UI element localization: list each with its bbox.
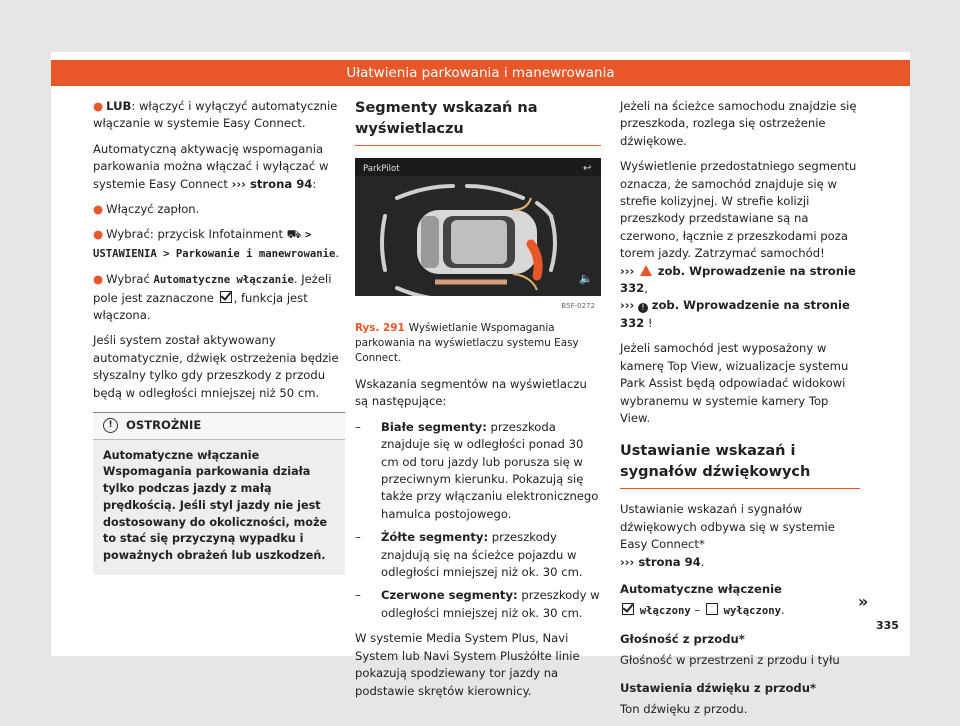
bullet-icon: ●	[93, 99, 104, 113]
list-item-label: Białe segmenty:	[381, 419, 487, 434]
setting-sound-text: Ton dźwięku z przodu.	[620, 701, 748, 716]
figure-caption-text: Wyświetlanie Wspomagania parkowania na wyświetlaczu systemu Easy Connect.	[355, 322, 579, 364]
column-right	[620, 98, 860, 726]
section-title-segments: Segmenty wskazań na wyświetlaczu	[355, 98, 601, 146]
continue-mark: »	[858, 592, 869, 611]
empty-checkbox-icon	[706, 603, 718, 615]
setting-sound-title: Ustawienia dźwięku z przodu*	[620, 680, 817, 695]
checked-checkbox-icon	[220, 291, 232, 303]
step-select-auto-cont: . Jeżeli pole jest zaznaczone	[93, 272, 332, 305]
infotainment-icon: ⛟	[286, 227, 302, 242]
paragraph-obstacle: Jeżeli na ścieżce samochodu znajdzie się przeszkoda, rozlega się ostrzeżenie dźwiękowe.	[620, 99, 857, 148]
list-item-white	[355, 419, 601, 523]
page-number: 335	[876, 619, 899, 632]
chapter-header: Ułatwienia parkowania i manewrowania	[51, 60, 910, 86]
parkpilot-figure	[355, 158, 601, 313]
reference-link[interactable]: zob. Wprowadzenie na stronie 332	[620, 263, 856, 296]
figure-caption	[355, 321, 601, 366]
punctuation: ,	[644, 281, 648, 296]
list-item-red	[355, 587, 601, 622]
bullet-icon: ●	[93, 272, 104, 287]
setting-volume-text: Głośność w przestrzeni z przodu i tyłu	[620, 653, 840, 668]
info-dot-icon: !	[638, 303, 648, 313]
settings-text: Ustawianie wskazań i sygnałów dźwiękowych odbywa się w systemie Easy Connect*	[620, 502, 835, 552]
checked-checkbox-icon	[622, 603, 634, 615]
step-select-auto-text: Wybrać	[106, 272, 150, 287]
segments-intro: Wskazania segmentów na wyświetlaczu są następujące:	[355, 377, 587, 409]
section-title-settings: Ustawianie wskazań i sygnałów dźwiękowych	[620, 441, 860, 489]
paragraph-auto-info: Jeśli system został aktywowany automatycznie, dźwięk ostrzeżenia będzie słyszalny tylko gdy przeszkody z przodu będą w odległości mniejszej niż 50 cm.	[93, 333, 339, 400]
menu-option: Automatyczne włączanie	[153, 274, 294, 287]
list-item-text: przeszkody znajdują się na ścieżce pojazdu w odległości mniejszej niż ok. 30 cm.	[381, 530, 583, 580]
column-middle	[355, 98, 601, 708]
warning-triangle-icon	[640, 265, 652, 276]
step-ignition-text: Włączyć zapłon.	[106, 202, 200, 217]
auto-activation-text: Automatyczną aktywację wspomagania parkowania można włączać i wyłączać w systemie Easy Connect	[93, 141, 329, 191]
bullet-icon: ●	[93, 227, 104, 242]
warning-body: Automatyczne włączanie Wspomagania parkowania działa tylko podczas jazdy z małą prędkością. Jeśli styl jazdy nie jest dostosowany do okoliczności, może to stać się przyczyną wypadku i poważnych obrażeń lub uszkodzeń.	[103, 448, 328, 563]
list-item-label: Żółte segmenty:	[381, 530, 489, 545]
step-select-menu	[93, 226, 345, 263]
list-item-text: przeszkody w odległości mniejszej niż ok. 30 cm.	[381, 588, 600, 620]
warning-title: OSTROŻNIE	[126, 418, 202, 433]
car-icon	[417, 210, 537, 274]
warning-box	[93, 412, 345, 575]
step-select-auto-end: , funkcja jest włączona.	[93, 290, 308, 323]
setting-auto-title: Automatyczne włączenie	[620, 581, 782, 596]
option-on: włączony	[639, 605, 691, 618]
separator: –	[694, 603, 701, 618]
back-icon[interactable]: ↩	[583, 163, 592, 174]
page-reference-link[interactable]: ››› strona 94	[231, 176, 313, 191]
paragraph-auto-activation	[93, 141, 345, 193]
punctuation: .	[780, 603, 785, 618]
parkpilot-display	[355, 158, 601, 313]
figure-label: Rys. 291	[355, 322, 405, 334]
paragraph-lub	[93, 98, 345, 133]
paragraph-settings	[620, 501, 860, 571]
step-select-text: Wybrać: przycisk Infotainment	[106, 227, 284, 242]
lub-text: : włączyć i wyłączyć automatycznie włączanie w systemie Easy Connect.	[93, 99, 338, 131]
column-left	[93, 98, 345, 575]
punctuation: !	[647, 315, 653, 330]
paragraph-collision	[620, 158, 860, 332]
warning-header	[93, 412, 345, 439]
menu-path: > USTAWIENIA > Parkowanie i manewrowanie	[93, 229, 336, 260]
step-select-auto	[93, 271, 345, 324]
setting-volume-title: Głośność z przodu*	[620, 631, 745, 646]
option-off: wyłączony	[723, 605, 781, 618]
segments-list	[355, 419, 601, 622]
reference-arrows: ›››	[620, 263, 635, 278]
punctuation: :	[312, 176, 317, 191]
app-label: ParkPilot	[363, 164, 400, 174]
punctuation: .	[700, 554, 705, 569]
list-item-label: Czerwone segmenty:	[381, 588, 518, 603]
segments-outro: W systemie Media System Plus, Navi System lub Navi System Plusżółte linie pokazują spodziewany tor jazdy na podstawie skrętów kierownicy.	[355, 631, 580, 698]
reference-link[interactable]: zob. Wprowadzenie na stronie 332	[620, 298, 850, 330]
warning-circle-icon: !	[103, 418, 118, 433]
bullet-icon: ●	[93, 202, 104, 217]
lub-label: LUB	[106, 99, 132, 113]
collision-text: Wyświetlenie przedostatniego segmentu oznacza, że samochód znajduje się w strefie kolizyjnej. W strefie kolizji przeszkody przedstawiane są na czerwono, łącznie z przeszkodami poza torem jazdy. Zatrzymać samochód!	[620, 159, 857, 261]
step-ignition	[93, 201, 345, 218]
punctuation: .	[335, 245, 340, 260]
setting-auto-options	[620, 602, 860, 620]
list-item-text: przeszkoda znajduje się w odległości ponad 30 cm od toru jazdy lub porusza się w przeciwnym kierunku. Pokazują się także przy włączaniu elektronicznego hamulca postojowego.	[381, 419, 599, 521]
speaker-icon[interactable]: 🔈	[579, 272, 593, 285]
list-item-yellow	[355, 529, 601, 581]
figure-code: B5F-0272	[561, 302, 595, 310]
reference-arrows: ›››	[620, 298, 635, 313]
paragraph-top-view: Jeżeli samochód jest wyposażony w kamerę Top View, wizualizacje systemu Park Assist będą odpowiadać widokowi wybranemu w systemie kamery Top View.	[620, 341, 849, 425]
page-reference-link[interactable]: ››› strona 94	[620, 554, 701, 569]
